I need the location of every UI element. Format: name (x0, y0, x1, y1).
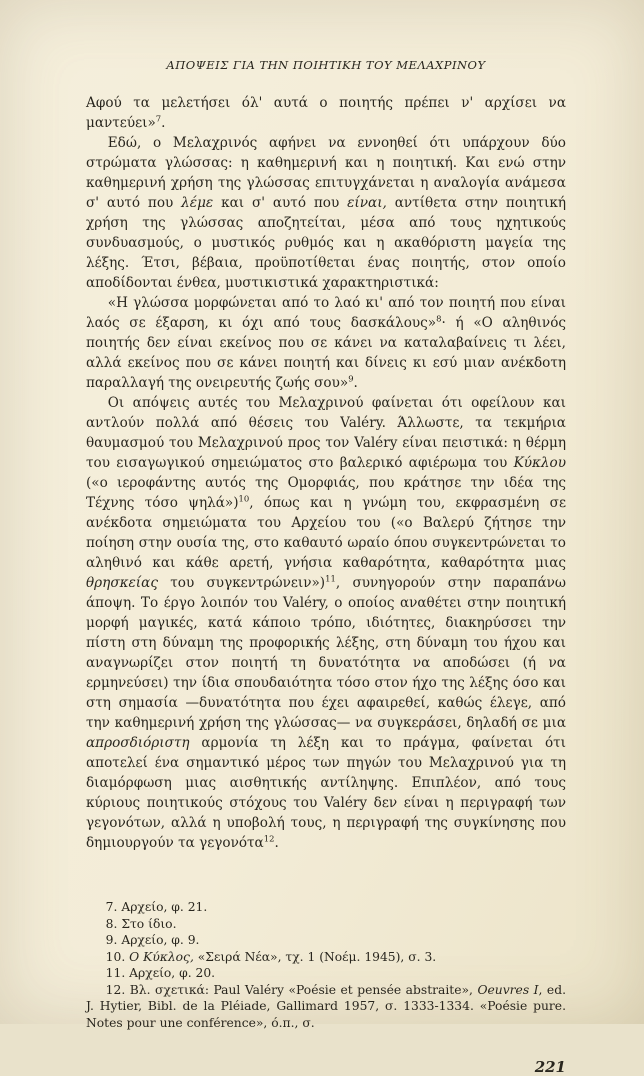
footnote: 7. Αρχείο, φ. 21. (105, 900, 208, 914)
running-header: ΑΠΟΨΕΙΣ ΓΙΑ ΤΗΝ ΠΟΙΗΤΙΚΗ ΤΟΥ ΜΕΛΑΧΡΙΝΟΥ (166, 58, 486, 72)
footnote: 12. Βλ. σχετικά: Paul Valéry «Poésie et pensée abstraite», Oeuvres I, ed. J. Hytier, Bibl. de la Pléiade, Gallimard 1957, σ. 1333-1334. «Poésie pure. Notes pour une conférence», ό.π., σ. (86, 982, 566, 1030)
footnote: 9. Αρχείο, φ. 9. (105, 933, 200, 947)
paragraph: Αφού τα μελετήσει όλ' αυτά ο ποιητής πρέπει ν' αρχίσει να μαντεύει»$^7$. (86, 95, 566, 131)
paragraph: Οι απόψεις αυτές του Μελαχρινού φαίνεται ότι οφείλουν και αντλούν πολλά από θέσεις του Valéry. Άλλωστε, τα τεκμήρια θαυμασμού του Μελαχρινού προς τον Valéry είναι πειστικά: η θέρμη του εισαγωγικού σημειώματος στο βαλερικό αφιέρωμα του Κύκλου («ο ιεροφάντης αυτός της Ομορφιάς, που κράτησε την ιδέα της Τέχνης τόσο ψηλά»)$^{10}$, όπως και η γνώμη του, εκφρασμένη σε ανέκδοτα σημειώματα του Αρχείου του («ο Βαλερύ ζήτησε την ποίηση στην ουσία της, στο καθαυτό ωραίο όπου συγκεντρώνεται το αληθινό και κάθε αρετή, γνήσια καθαρότητα, καθαρότητα μιας θρησκείας του συγκεντρώνειν»)$^{11}$, συνηγορούν στην παραπάνω άποψη. Το έργο λοιπόν του Valéry, ο οποίος αναθέτει στην ποιητική μορφή μαγικές, κατά κάποιο τρόπο, ιδιότητες, διακηρύσσει την πίστη στη δύναμη της προφορικής λέξης, στη δύναμη του ήχου και αναγνωρίζει στον ποιητή τη δυνατότητα να αποδώσει (ή να ερμηνεύσει) την ίδια σπουδαιότητα τόσο στον ήχο της λέξης όσο και στη σημασία —δυνατότητα που έχει αφαιρεθεί, καθώς έλεγε, από την καθημερινή χρήση της γλώσσας— να συγκεράσει, δηλαδή σε μια απροσδιόριστη αρμονία τη λέξη και το πράγμα, φαίνεται ότι αποτελεί ένα σημαντικό μέρος των πηγών του Μελαχρινού για τη διαμόρφωση μιας αισθητικής αντίληψης. Επιπλέον, από τους κύριους ποιητικούς στόχους του Valéry δεν είναι η περιγραφή των γεγονότων, αλλά η υποβολή τους, η περιγραφή της συγκίνησης που δημιουργούν τα γεγονότα$^{12}$. (86, 395, 567, 851)
footnote: 10. Ο Κύκλος, «Σειρά Νέα», τχ. 1 (Νοέμ. 1945), σ. 3. (105, 949, 437, 964)
paragraph: «Η γλώσσα μορφώνεται από το λαό κι' από τον ποιητή που είναι λαός σε έξαρση, κι όχι από τους δασκάλους»$^8$· ή «Ο αληθινός ποιητής δεν είναι εκείνος που σε κάνει να καταλαβαίνεις τι λέει, αλλά εκείνος που σε κάνει ποιητή και δίνεις κι εσύ μιαν ανέκδοτη παραλλαγή της ονειρευτής ζωής σου»$^9$. (86, 295, 566, 391)
paragraph: Εδώ, ο Μελαχρινός αφήνει να εννοηθεί ότι υπάρχουν δύο στρώματα γλώσσας: η καθημερινή και η ποιητική. Και ενώ στην καθημερινή χρήση της γλώσσας επιτυγχάνεται η αναλογία ανάμεσα σ' αυτό που λέμε και σ' αυτό που είναι, αντίθετα στην ποιητική χρήση της γλώσσας αποζητείται, μέσα από τους ηχητικούς συνδυασμούς, ο μυστικός ρυθμός και η ακαθόριστη μαγεία της λέξης. Έτσι, βέβαια, προϋποτίθεται ένας ποιητής, στον οποίο αποδίδονται ένθεα, μυστικιστικά χαρακτηριστικά: (86, 135, 566, 291)
footnote: 11. Αρχείο, φ. 20. (105, 966, 216, 980)
page-number: 221 (534, 1058, 566, 1076)
footnote: 8. Στο ίδιο. (105, 916, 177, 931)
body-paragraphs (86, 93, 566, 853)
footnotes (86, 899, 566, 1031)
